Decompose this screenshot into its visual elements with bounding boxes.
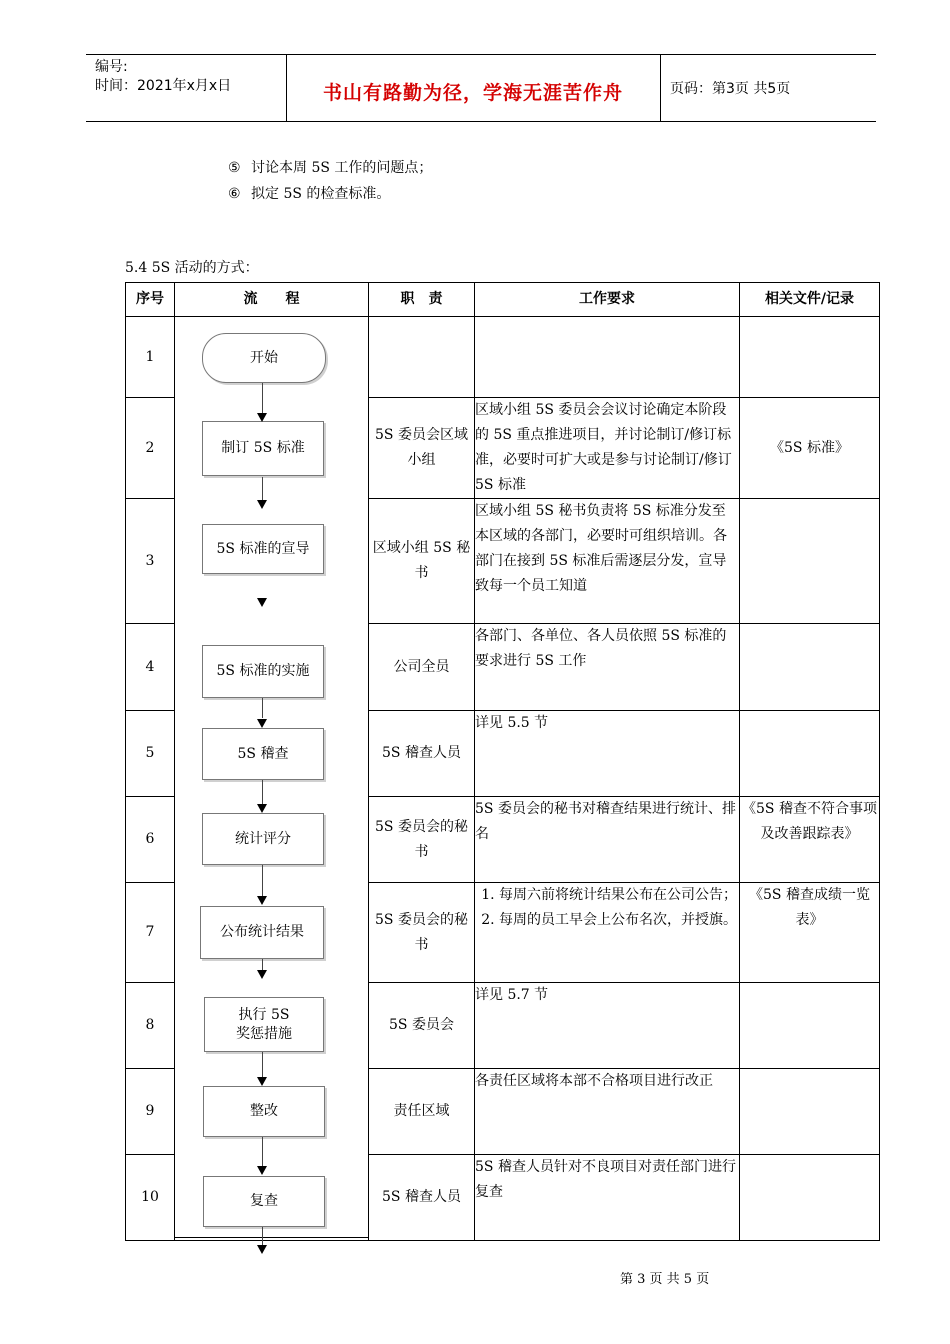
arrow-down-icon — [257, 970, 267, 979]
table-header-row — [126, 283, 880, 317]
row-role: 5S 委员会区域小组 — [369, 398, 475, 499]
row-record: 《5S 稽查成绩一览表》 — [740, 883, 880, 983]
arrow-down-icon — [257, 1245, 267, 1254]
flow-connector — [262, 477, 263, 501]
row-role: 公司全员 — [369, 624, 475, 711]
arrow-down-icon — [257, 804, 267, 813]
row-requirement: 各责任区域将本部不合格项目进行改正 — [475, 1069, 740, 1155]
row-requirement: 区域小组 5S 委员会会议讨论确定本阶段的 5S 重点推进项目，并讨论制订/修订标准，必要时可扩大或是参与讨论制订/修订 5S 标准 — [475, 398, 740, 499]
item-marker: ⑥ — [228, 186, 241, 202]
requirement-list — [477, 883, 739, 933]
header-motto: 书山有路勤为径，学海无涯苦作舟 — [322, 82, 623, 104]
row-number: 3 — [126, 499, 175, 624]
flow-step-box: 5S 稽查 — [202, 728, 324, 780]
row-number: 2 — [126, 398, 175, 499]
row-requirement: 5S 委员会的秘书对稽查结果进行统计、排名 — [475, 797, 740, 883]
row-requirement: 区域小组 5S 秘书负责将 5S 标准分发至本区域的各部门，必要时可组织培训。各部门在接到 5S 标准后需逐层分发，宣导致每一个员工知道 — [475, 499, 740, 624]
requirement-list-item: 2. 每周的员工早会上公布名次，并授旗。 — [499, 908, 739, 933]
row-requirement: 各部门、各单位、各人员依照 5S 标准的要求进行 5S 工作 — [475, 624, 740, 711]
row-record — [740, 1069, 880, 1155]
arrow-down-icon — [257, 896, 267, 905]
flow-step-box: 5S 标准的宣导 — [202, 524, 324, 574]
flow-connector — [262, 1227, 263, 1247]
page-info: 页码：第3页 共5页 — [670, 81, 791, 97]
flow-step-box: 复查 — [203, 1176, 325, 1227]
row-number: 7 — [126, 883, 175, 983]
row-role: 5S 委员会的秘书 — [369, 883, 475, 983]
row-record: 《5S 标准》 — [740, 398, 880, 499]
flow-connector — [262, 865, 263, 896]
doc-time-label: 时间：2021年x月x日 — [95, 78, 232, 94]
arrow-down-icon — [257, 719, 267, 728]
row-requirement: 详见 5.7 节 — [475, 983, 740, 1069]
flow-start-terminal: 开始 — [202, 333, 326, 383]
row-role — [369, 317, 475, 398]
flow-connector — [262, 698, 263, 718]
item-text: 拟定 5S 的检查标准。 — [251, 186, 391, 202]
header-records: 相关文件/记录 — [740, 283, 880, 317]
header-seq: 序号 — [126, 283, 175, 317]
row-record — [740, 983, 880, 1069]
row-role: 5S 稽查人员 — [369, 711, 475, 797]
flow-step-box: 5S 标准的实施 — [202, 645, 324, 698]
item-marker: ⑤ — [228, 160, 241, 176]
row-role: 5S 委员会的秘书 — [369, 797, 475, 883]
flow-step-box: 统计评分 — [202, 813, 324, 865]
row-number: 5 — [126, 711, 175, 797]
list-item — [228, 158, 432, 178]
list-item — [228, 184, 390, 204]
arrow-down-icon — [257, 413, 267, 422]
row-record — [740, 499, 880, 624]
header-bottom-rule — [86, 121, 876, 122]
row-role: 5S 稽查人员 — [369, 1155, 475, 1241]
doc-number-label: 编号: — [95, 59, 128, 75]
page-footer: 第 3 页 共 5 页 — [620, 1272, 710, 1287]
flow-connector — [262, 1137, 263, 1166]
arrow-down-icon — [257, 598, 267, 607]
header-flow: 流 程 — [175, 283, 369, 317]
row-number: 8 — [126, 983, 175, 1069]
row-role: 责任区域 — [369, 1069, 475, 1155]
header-requirement: 工作要求 — [475, 283, 740, 317]
flow-connector — [262, 1052, 263, 1077]
requirement-list-item: 1. 每周六前将统计结果公布在公司公告； — [499, 883, 739, 908]
header-role: 职 责 — [369, 283, 475, 317]
flow-step-box: 公布统计结果 — [200, 906, 324, 959]
header-divider-right — [660, 54, 661, 121]
header-top-rule — [86, 54, 876, 55]
arrow-down-icon — [257, 1077, 267, 1086]
row-number: 6 — [126, 797, 175, 883]
row-number: 4 — [126, 624, 175, 711]
arrow-down-icon — [257, 500, 267, 509]
section-title: 5.4 5S 活动的方式： — [125, 260, 259, 276]
row-requirement: 详见 5.5 节 — [475, 711, 740, 797]
row-requirement: 5S 稽查人员针对不良项目对责任部门进行复查 — [475, 1155, 740, 1241]
row-number: 9 — [126, 1069, 175, 1155]
flow-step-box: 执行 5S 奖惩措施 — [204, 997, 324, 1052]
flow-connector — [262, 383, 263, 416]
row-requirement — [475, 883, 740, 983]
row-role: 5S 委员会 — [369, 983, 475, 1069]
row-record — [740, 711, 880, 797]
flow-step-box: 制订 5S 标准 — [202, 421, 324, 476]
row-role: 区域小组 5S 秘书 — [369, 499, 475, 624]
row-record — [740, 1155, 880, 1241]
row-record: 《5S 稽查不符合事项及改善跟踪表》 — [740, 797, 880, 883]
row-number: 1 — [126, 317, 175, 398]
row-requirement — [475, 317, 740, 398]
flow-column-bottom-rule — [175, 1237, 369, 1238]
arrow-down-icon — [257, 1166, 267, 1175]
row-record — [740, 624, 880, 711]
row-record — [740, 317, 880, 398]
item-text: 讨论本周 5S 工作的问题点； — [251, 160, 433, 176]
flow-step-box: 整改 — [203, 1086, 325, 1137]
row-number: 10 — [126, 1155, 175, 1241]
flow-connector — [262, 780, 263, 804]
